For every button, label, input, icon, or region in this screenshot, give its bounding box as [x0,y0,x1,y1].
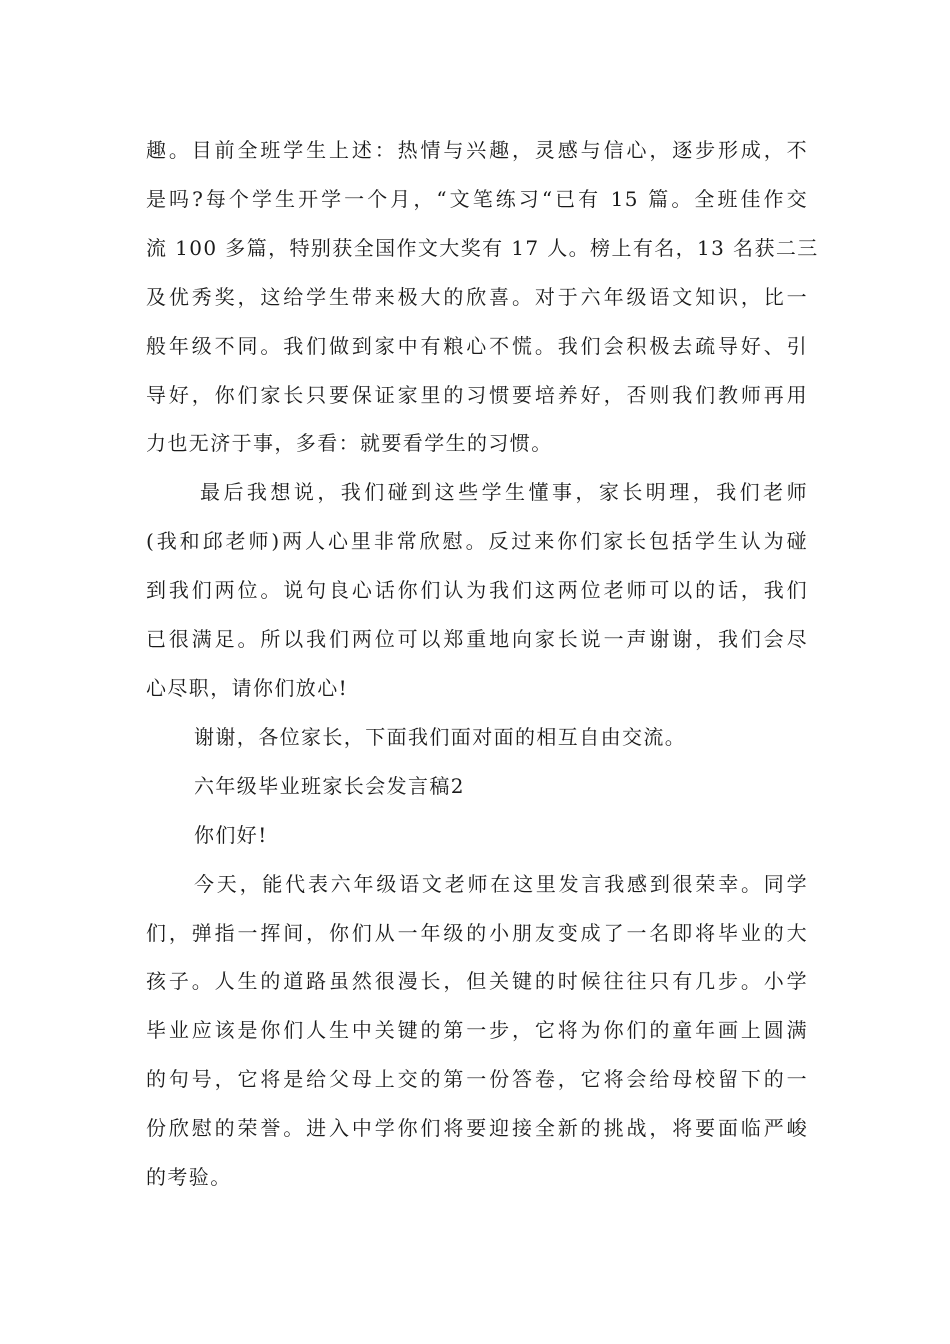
text-line: 六年级毕业班家长会发言稿2 [194,773,465,798]
text-line: 今天，能代表六年级语文老师在这里发言我感到很荣幸。同学 [194,871,808,896]
text-line: 谢谢，各位家长，下面我们面对面的相互自由交流。 [194,724,687,749]
text-line: 导好，你们家长只要保证家里的习惯要培养好，否则我们教师再用 [146,382,808,407]
text-line: 你们好! [194,822,268,847]
text-line: 及优秀奖，这给学生带来极大的欣喜。对于六年级语文知识，比一 [146,284,808,309]
greeting [146,811,808,860]
text-line: 的句号，它将是给父母上交的第一份答卷，它将会给母校留下的一 [146,1067,808,1092]
text-line: 孩子。人生的道路虽然很漫长，但关键的时候往往只有几步。小学 [146,969,808,994]
paragraph-continuation [146,126,819,468]
text-line: 是吗?每个学生开学一个月，“文笔练习“已有 15 篇。全班佳作交 [146,186,808,211]
text-line: 力也无济于事，多看：就要看学生的习惯。 [146,431,553,456]
paragraph-closing-remarks [146,468,808,713]
text-line: 们，弹指一挥间，你们从一年级的小朋友变成了一名即将毕业的大 [146,920,808,945]
document-body [146,126,819,1202]
text-line: 趣。目前全班学生上述：热情与兴趣，灵感与信心，逐步形成，不 [146,138,808,162]
text-line: 毕业应该是你们人生中关键的第一步，它将为你们的童年画上圆满 [146,1018,808,1043]
text-line: 心尽职，请你们放心! [146,675,349,700]
text-line: 已很满足。所以我们两位可以郑重地向家长说一声谢谢，我们会尽 [146,627,808,652]
text-line: 到我们两位。说句良心话你们认为我们这两位老师可以的话，我们 [146,578,808,603]
text-line: 般年级不同。我们做到家中有粮心不慌。我们会积极去疏导好、引 [146,333,808,358]
text-line: 流 100 多篇，特别获全国作文大奖有 17 人。榜上有名，13 名获二三 [146,235,819,260]
text-line: 最后我想说，我们碰到这些学生懂事，家长明理，我们老师 [200,480,808,505]
section-heading [146,762,808,811]
paragraph-speech-opening [146,860,808,1202]
text-line: 的考验。 [146,1165,232,1190]
paragraph-thanks [146,713,808,762]
text-line: (我和邱老师)两人心里非常欣慰。反过来你们家长包括学生认为碰 [146,529,808,554]
text-line: 份欣慰的荣誉。进入中学你们将要迎接全新的挑战，将要面临严峻 [146,1116,808,1141]
